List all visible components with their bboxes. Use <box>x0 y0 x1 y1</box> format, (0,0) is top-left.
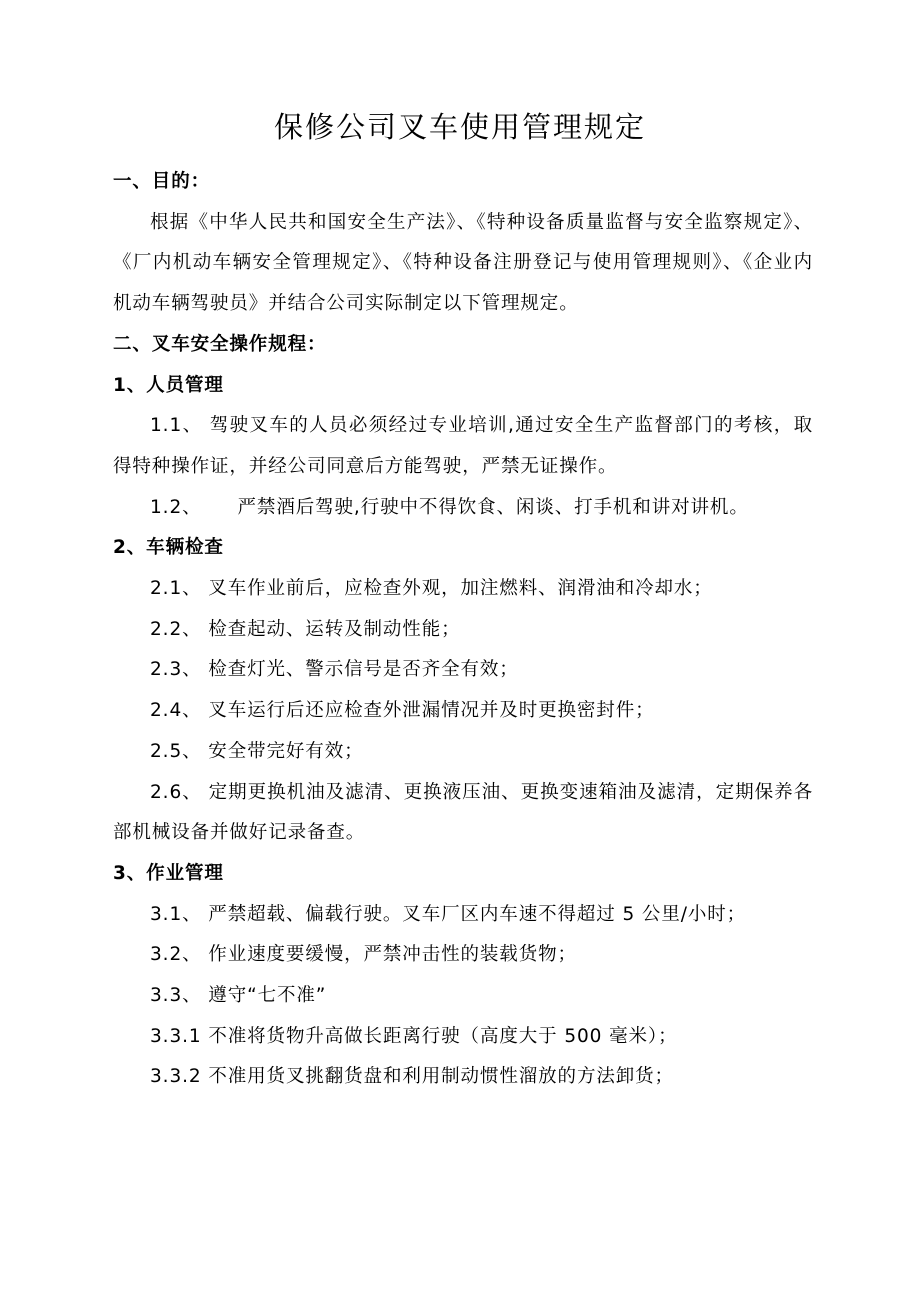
list-item-2-3: 2.3、 检查灯光、警示信号是否齐全有效； <box>150 659 519 681</box>
list-item-3-3: 3.3、 遵守“七不准” <box>150 985 327 1007</box>
list-item-2-5: 2.5、 安全带完好有效； <box>150 740 364 762</box>
list-item-2-1: 2.1、 叉车作业前后，应检查外观，加注燃料、润滑油和冷却水； <box>150 578 713 600</box>
list-item-1-1 <box>113 406 813 487</box>
list-item-3-2: 3.2、 作业速度要缓慢，严禁冲击性的装载货物； <box>150 944 577 966</box>
subsection-heading-vehicle-check: 2、车辆检查 <box>113 537 224 559</box>
document-title: 保修公司叉车使用管理规定 <box>273 110 646 144</box>
list-item-3-3-2: 3.3.2 不准用货叉挑翻货盘和利用制动惯性溜放的方法卸货； <box>150 1066 674 1088</box>
list-item-2-2: 2.2、 检查起动、运转及制动性能； <box>150 618 461 640</box>
list-item-2-6: 2.6、 定期更换机油及滤清、更换液压油、更换变速箱油及滤清，定期保养各部机械设备并做好记录备查。 <box>113 781 813 844</box>
subsection-heading-operation: 3、作业管理 <box>113 862 224 884</box>
item-number: 1.2、 <box>150 496 202 518</box>
item-text: 驾驶叉车的人员必须经过专业培训,通过安全生产监督部门的考核，取得特种操作证，并经公司同意后方能驾驶，严禁无证操作。 <box>113 415 813 477</box>
list-item-3-3-1: 3.3.1 不准将货物升高做长距离行驶（高度大于 500 毫米）； <box>150 1025 678 1047</box>
item-text: 严禁酒后驾驶,行驶中不得饮食、闲谈、打手机和讲对讲机。 <box>237 496 749 518</box>
list-item-2-4: 2.4、 叉车运行后还应检查外泄漏情况并及时更换密封件； <box>150 700 655 722</box>
list-item-1-2 <box>113 488 813 529</box>
document-body <box>113 162 813 1098</box>
section-heading-purpose: 一、目的： <box>113 171 211 192</box>
section-heading-operating-rules: 二、叉车安全操作规程： <box>113 333 327 355</box>
item-number: 1.1、 <box>150 415 203 437</box>
list-item-3-1: 3.1、 严禁超载、偏载行驶。叉车厂区内车速不得超过 5 公里/小时； <box>150 903 747 925</box>
subsection-heading-personnel: 1、人员管理 <box>113 374 224 396</box>
purpose-paragraph: 根据《中华人民共和国安全生产法》、《特种设备质量监督与安全监察规定》、《厂内机动车辆安全管理规定》、《特种设备注册登记与使用管理规则》、《企业内机动车辆驾驶员》并结合公司实际制定以下管理规定。 <box>113 211 813 315</box>
